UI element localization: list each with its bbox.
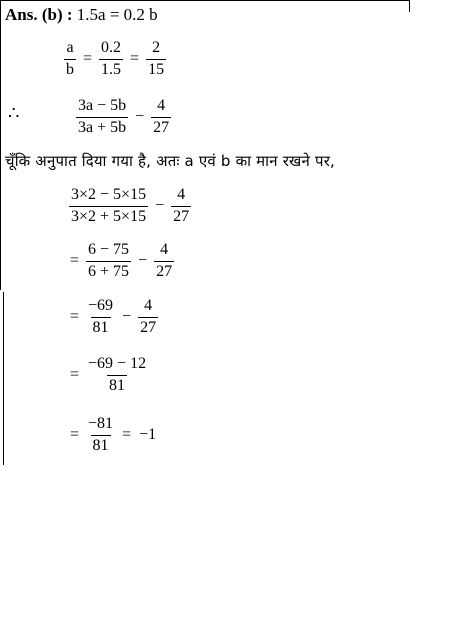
fraction-4-over-27: [138, 298, 158, 337]
answer-heading: [5, 5, 158, 25]
denominator: 3a + 5b: [78, 118, 127, 136]
numerator: 4: [157, 97, 166, 114]
equals-sign: =: [70, 426, 80, 444]
fraction-minus-69-over-81: [86, 298, 115, 337]
minus-sign: −: [122, 308, 132, 326]
fraction-minus-81-over-81: [86, 416, 115, 455]
denominator: 27: [153, 118, 170, 136]
frame-top-border: [0, 0, 410, 1]
numerator: 3×2 − 5×15: [71, 186, 147, 203]
step-simplify-3: [68, 356, 149, 395]
fraction-6-75: [86, 242, 131, 281]
fraction-4-over-27: [154, 242, 174, 281]
denominator: 27: [156, 262, 173, 280]
minus-sign: −: [155, 197, 165, 215]
step-substitution: [68, 187, 192, 226]
frame-left-border: [0, 0, 1, 290]
equals-sign: =: [83, 50, 93, 68]
denominator: 1.5: [101, 60, 122, 78]
denominator: 3×2 + 5×15: [71, 207, 147, 225]
step-result: [68, 416, 158, 455]
numerator: −81: [88, 415, 114, 432]
answer-label: Ans. (b) :: [5, 5, 73, 24]
numerator: 4: [160, 241, 169, 258]
denominator: 81: [92, 436, 109, 454]
denominator: b: [66, 60, 74, 78]
numerator: 4: [144, 297, 153, 314]
numerator: −69 − 12: [88, 355, 147, 372]
denominator: 81: [109, 376, 126, 394]
minus-sign: −: [138, 252, 148, 270]
fraction-0-2-over-1-5: [99, 40, 123, 79]
answer-equation: 1.5a = 0.2 b: [76, 5, 158, 24]
equals-sign: =: [70, 308, 80, 326]
equals-sign: =: [122, 426, 132, 444]
denominator: 27: [140, 318, 157, 336]
numerator: 3a − 5b: [78, 97, 127, 114]
fraction-4-over-27: [151, 98, 171, 137]
numerator: 4: [177, 186, 186, 203]
equals-sign: =: [130, 50, 140, 68]
numerator: a: [66, 39, 74, 56]
fraction-2-over-15: [146, 40, 166, 79]
denominator: 6 + 75: [88, 262, 130, 280]
final-result: −1: [139, 426, 157, 444]
fraction-expression: [76, 98, 128, 137]
step-simplify-1: [68, 242, 175, 281]
numerator: 6 − 75: [88, 241, 130, 258]
numerator: 0.2: [101, 39, 122, 56]
step-expression: [75, 98, 172, 137]
numerator: −69: [88, 297, 114, 314]
therefore-symbol: ∴: [8, 103, 20, 123]
frame-left-border-lower: [3, 292, 4, 465]
fraction-minus-69-minus-12: [86, 356, 148, 395]
step-simplify-2: [68, 298, 159, 337]
step-ratio: [63, 40, 167, 79]
fraction-a-over-b: [64, 40, 76, 79]
frame-right-border: [409, 0, 410, 12]
minus-sign: −: [135, 108, 145, 126]
denominator: 81: [92, 318, 109, 336]
denominator: 27: [173, 207, 190, 225]
equals-sign: =: [70, 252, 80, 270]
equals-sign: =: [70, 366, 80, 384]
hindi-explanation: चूँकि अनुपात दिया गया है, अतः a एवं b का मान रखने पर,: [5, 152, 336, 170]
numerator: 2: [152, 39, 161, 56]
denominator: 15: [148, 60, 165, 78]
fraction-4-over-27: [171, 187, 191, 226]
fraction-substituted: [69, 187, 148, 226]
